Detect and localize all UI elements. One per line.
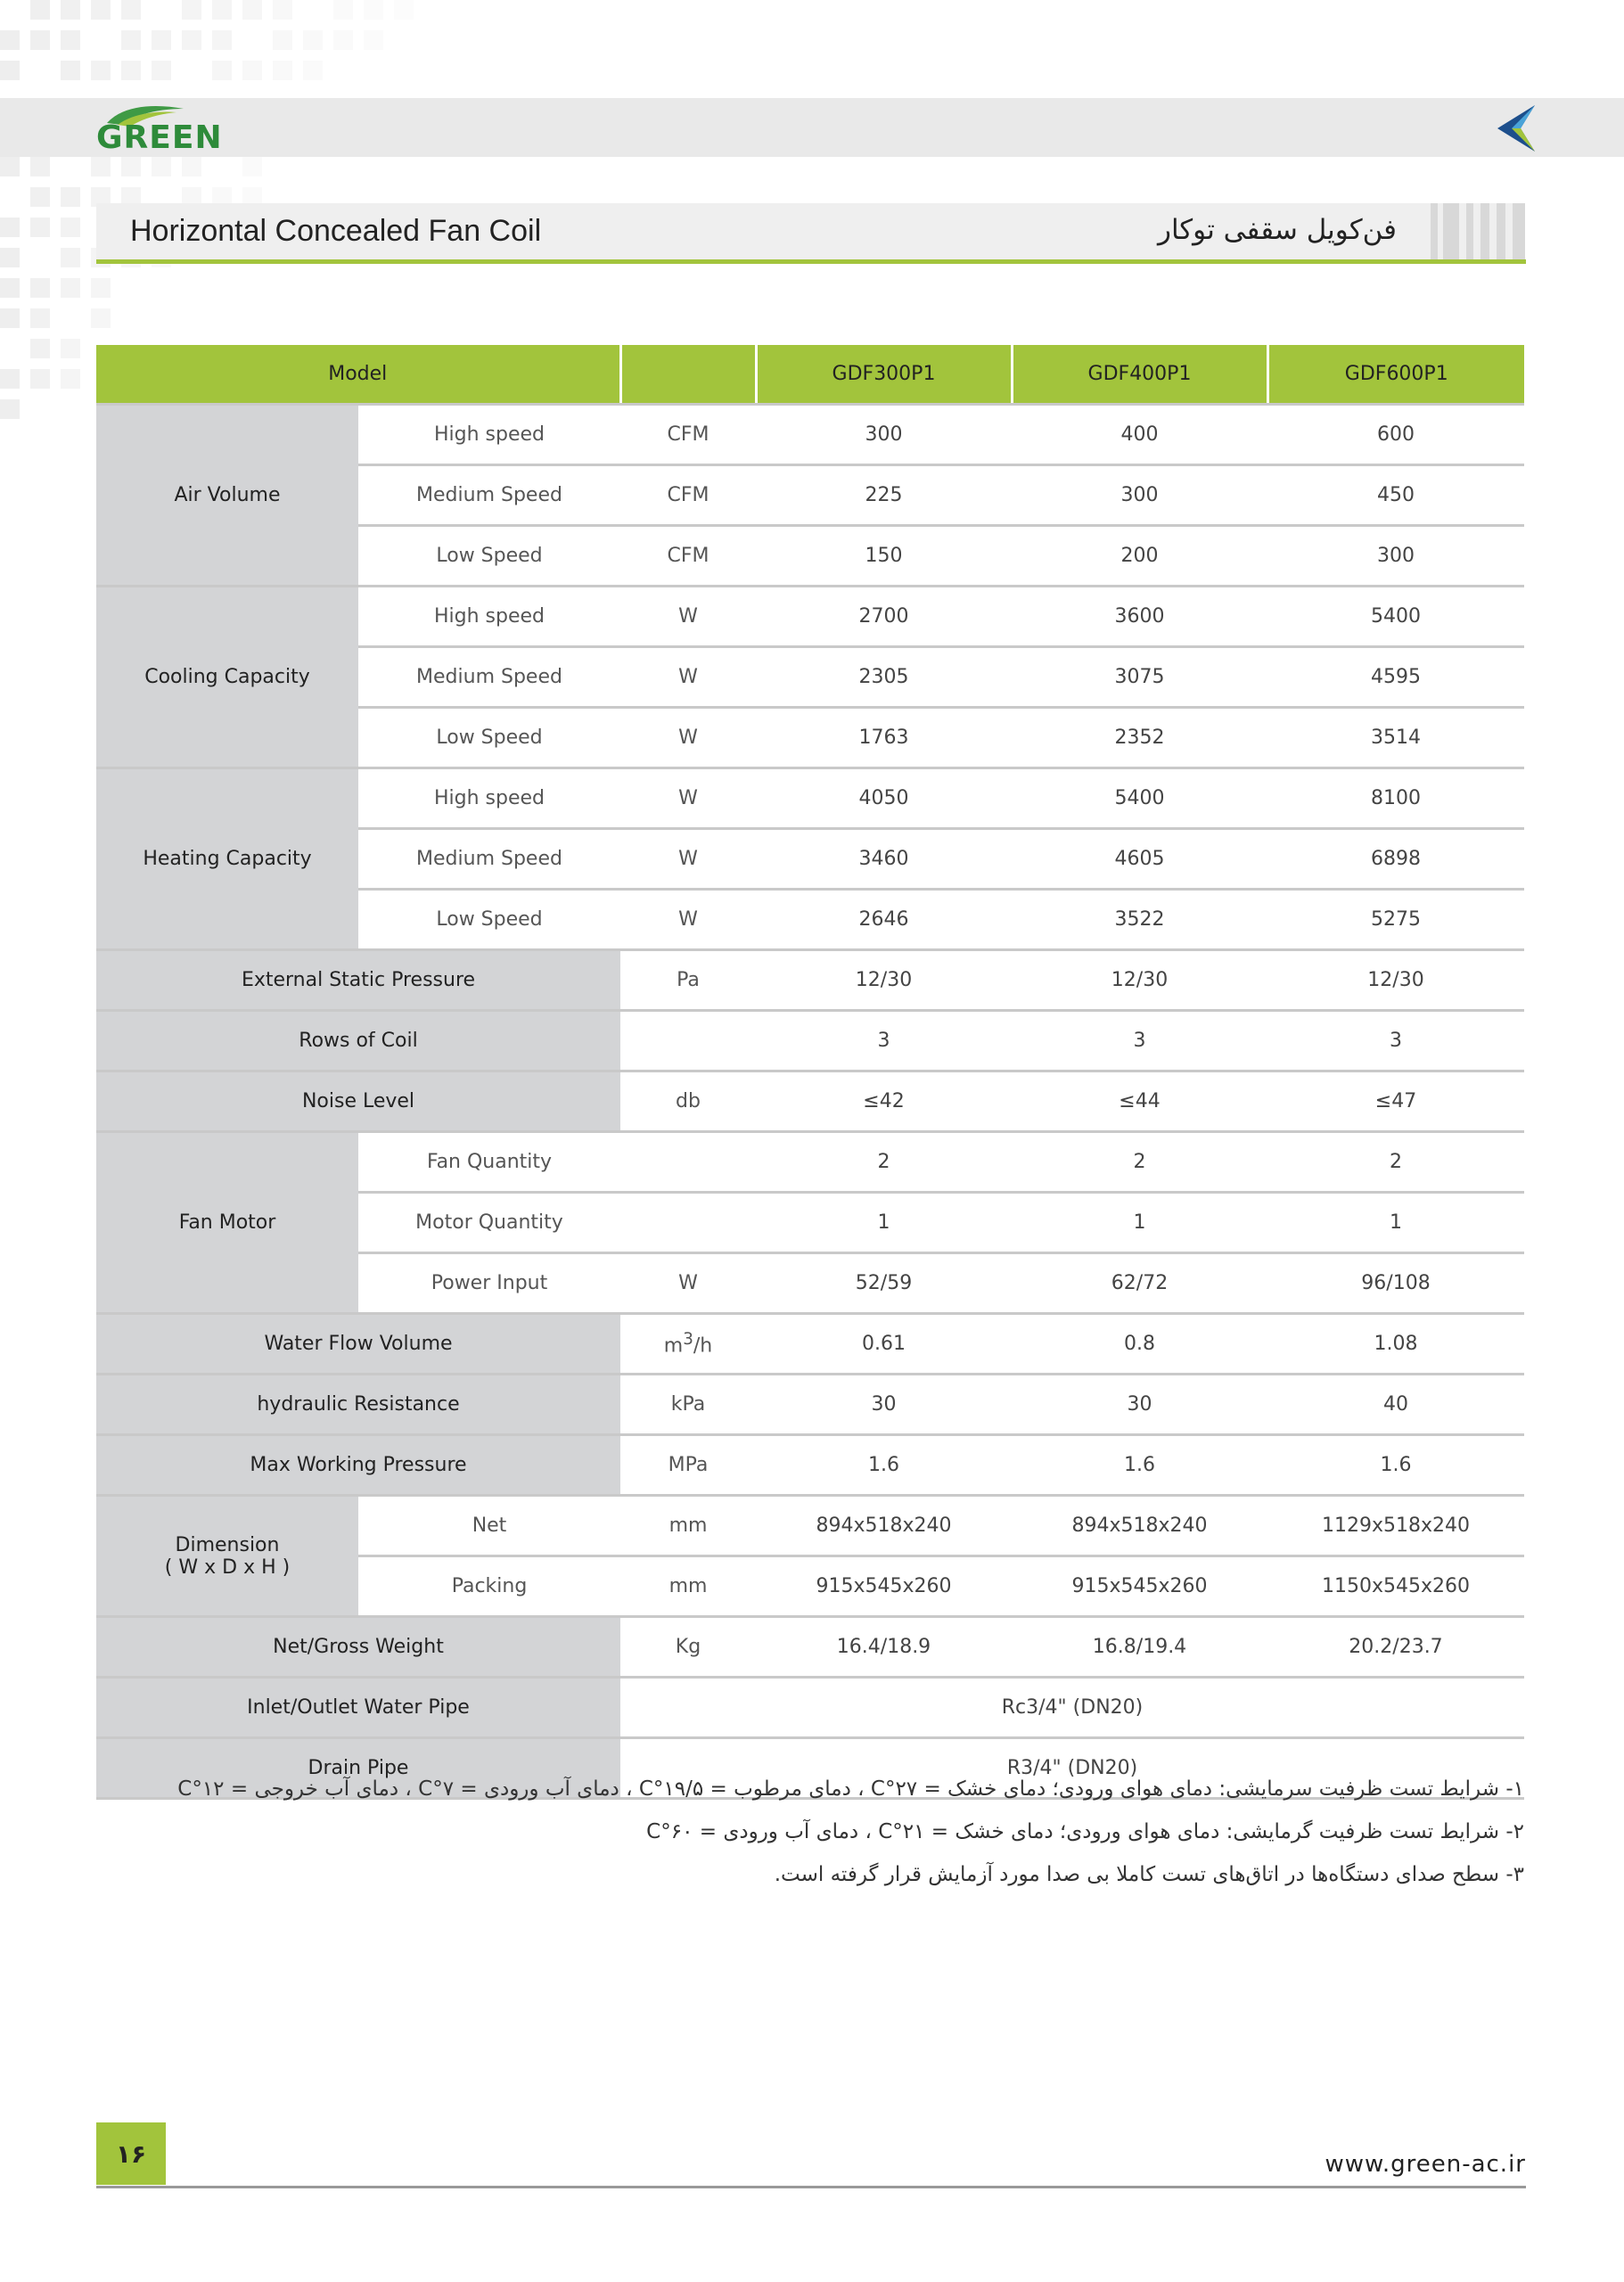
mosaic-tile: [333, 0, 353, 20]
value-cell: 1.6: [756, 1435, 1012, 1496]
value-cell: 1.6: [1267, 1435, 1524, 1496]
value-cell: 0.8: [1012, 1314, 1267, 1375]
mosaic-tile: [61, 339, 80, 358]
mosaic-tile: [61, 248, 80, 267]
group-label-text: Heating Capacity: [143, 848, 312, 870]
table-row: [96, 1375, 1524, 1435]
group-label: [96, 768, 358, 950]
value-cell: 4050: [756, 768, 1012, 829]
row-label: Inlet/Outlet Water Pipe: [96, 1678, 620, 1738]
row-label: Medium Speed: [358, 829, 620, 890]
value-cell: 3514: [1267, 708, 1524, 768]
table-row: [96, 1132, 1524, 1193]
mosaic-tile: [30, 187, 50, 207]
mosaic-tile: [91, 308, 111, 328]
unit-cell: CFM: [620, 465, 756, 526]
value-cell: 2: [1267, 1132, 1524, 1193]
mosaic-tile: [182, 30, 201, 50]
group-label: [96, 1496, 358, 1617]
value-cell: 915x545x260: [756, 1556, 1012, 1617]
table-row: [96, 768, 1524, 829]
value-cell: 4605: [1012, 829, 1267, 890]
mosaic-tile: [152, 61, 171, 80]
value-cell: 16.4/18.9: [756, 1617, 1012, 1678]
mosaic-tile: [182, 157, 201, 176]
value-cell: 1150x545x260: [1267, 1556, 1524, 1617]
value-cell: 4595: [1267, 647, 1524, 708]
value-cell: ≤42: [756, 1071, 1012, 1132]
mosaic-tile: [61, 278, 80, 298]
unit-header: [620, 345, 756, 405]
value-cell: 300: [1012, 465, 1267, 526]
mosaic-tile: [61, 218, 80, 237]
mosaic-tile: [0, 308, 20, 328]
unit-cell: CFM: [620, 405, 756, 465]
mosaic-tile: [91, 278, 111, 298]
mosaic-tile: [0, 278, 20, 298]
note-item: ۱- شرایط تست ظرفیت سرمایشی: دمای هوای ورودی؛ دمای خشک = ۲۷°C ، دمای مرطوب = ۱۹/۵°C ، دمای آب ورودی = ۷°C ، دمای آب خروجی = ۱۲°C: [177, 1777, 1524, 1801]
mosaic-tile: [303, 30, 323, 50]
mosaic-tile: [152, 30, 171, 50]
value-cell: 30: [756, 1375, 1012, 1435]
value-cell: 150: [756, 526, 1012, 587]
value-cell: 3522: [1012, 890, 1267, 950]
value-cell: 0.61: [756, 1314, 1012, 1375]
value-cell: 16.8/19.4: [1012, 1617, 1267, 1678]
row-label: Max Working Pressure: [96, 1435, 620, 1496]
value-cell: 30: [1012, 1375, 1267, 1435]
value-cell: 40: [1267, 1375, 1524, 1435]
page-number: ۱۶: [96, 2122, 166, 2185]
value-cell: 2646: [756, 890, 1012, 950]
row-label: Medium Speed: [358, 465, 620, 526]
brand-arrow-icon: [1494, 103, 1538, 153]
top-bar: [0, 98, 1624, 157]
row-label: Packing: [358, 1556, 620, 1617]
mosaic-tile: [121, 30, 141, 50]
table-row: [96, 1011, 1524, 1071]
value-cell: 96/108: [1267, 1253, 1524, 1314]
value-cell: 62/72: [1012, 1253, 1267, 1314]
mosaic-tile: [212, 0, 232, 20]
unit-tail: /h: [693, 1334, 713, 1358]
row-label: Power Input: [358, 1253, 620, 1314]
unit-cell: mm: [620, 1556, 756, 1617]
mosaic-tile: [61, 369, 80, 389]
group-label: [96, 405, 358, 587]
value-cell: 915x545x260: [1012, 1556, 1267, 1617]
mosaic-tile: [30, 218, 50, 237]
table-row: [96, 587, 1524, 647]
page-title-en: Horizontal Concealed Fan Coil: [130, 214, 542, 248]
value-cell: 3: [756, 1011, 1012, 1071]
mosaic-tile: [30, 0, 50, 20]
mosaic-tile: [212, 30, 232, 50]
value-cell: 2700: [756, 587, 1012, 647]
row-label: High speed: [358, 768, 620, 829]
row-label: hydraulic Resistance: [96, 1375, 620, 1435]
value-cell: 3: [1012, 1011, 1267, 1071]
mosaic-tile: [121, 157, 141, 176]
mosaic-tile: [394, 0, 414, 20]
value-cell: 12/30: [1267, 950, 1524, 1011]
value-cell: 3460: [756, 829, 1012, 890]
page-title-fa: فن‌کویل سقفی توکار: [1158, 214, 1397, 246]
value-cell: 5275: [1267, 890, 1524, 950]
row-label: Noise Level: [96, 1071, 620, 1132]
unit-cell: db: [620, 1071, 756, 1132]
row-label: External Static Pressure: [96, 950, 620, 1011]
unit-cell: MPa: [620, 1435, 756, 1496]
mosaic-tile: [212, 61, 232, 80]
mosaic-tile: [242, 157, 262, 176]
value-cell: 225: [756, 465, 1012, 526]
value-cell: 1763: [756, 708, 1012, 768]
mosaic-tile: [303, 61, 323, 80]
unit-cell: [620, 1314, 756, 1375]
value-cell: 894x518x240: [1012, 1496, 1267, 1556]
row-label: Medium Speed: [358, 647, 620, 708]
mosaic-tile: [152, 157, 171, 176]
unit-cell: [620, 1132, 756, 1193]
unit-sup: 3: [683, 1330, 693, 1350]
value-cell: 450: [1267, 465, 1524, 526]
row-label: Water Flow Volume: [96, 1314, 620, 1375]
value-cell: 1.08: [1267, 1314, 1524, 1375]
model-name: GDF400P1: [1012, 345, 1267, 405]
mosaic-tile: [0, 399, 20, 419]
mosaic-tile: [61, 30, 80, 50]
mosaic-tile: [61, 187, 80, 207]
value-cell: 400: [1012, 405, 1267, 465]
unit-cell: W: [620, 1253, 756, 1314]
value-cell: 300: [1267, 526, 1524, 587]
value-cell: ≤44: [1012, 1071, 1267, 1132]
mosaic-tile: [242, 61, 262, 80]
table-row: [96, 1496, 1524, 1556]
mosaic-tile: [242, 0, 262, 20]
row-label: Low Speed: [358, 708, 620, 768]
table-row: [96, 1617, 1524, 1678]
mosaic-tile: [273, 0, 292, 20]
table-row: [96, 1435, 1524, 1496]
note-item: ۲- شرایط تست ظرفیت گرمایشی: دمای هوای ورودی؛ دمای خشک = ۲۱°C ، دمای آب ورودی = ۶۰°C: [646, 1820, 1524, 1843]
mosaic-tile: [121, 0, 141, 20]
mosaic-tile: [30, 369, 50, 389]
note-item: ۳- سطح صدای دستگاه‌ها در اتاق‌های تست کاملا بی صدا مورد آزمایش قرار گرفته است.: [774, 1863, 1524, 1886]
value-cell: 2352: [1012, 708, 1267, 768]
row-label: Rows of Coil: [96, 1011, 620, 1071]
table-header-row: [96, 345, 1524, 405]
row-label: Net: [358, 1496, 620, 1556]
unit-cell: W: [620, 647, 756, 708]
value-cell: 5400: [1012, 768, 1267, 829]
value-cell: 12/30: [1012, 950, 1267, 1011]
value-cell: 1: [1012, 1193, 1267, 1253]
value-cell: Rc3/4" (DN20): [620, 1678, 1524, 1738]
unit-cell: W: [620, 829, 756, 890]
unit-cell: W: [620, 768, 756, 829]
group-label-text: Dimension: [175, 1533, 280, 1556]
value-cell: 6898: [1267, 829, 1524, 890]
value-cell: 2305: [756, 647, 1012, 708]
unit-cell: kPa: [620, 1375, 756, 1435]
unit-cell: W: [620, 708, 756, 768]
value-cell: 1.6: [1012, 1435, 1267, 1496]
mosaic-tile: [121, 61, 141, 80]
group-label-text: Fan Motor: [178, 1211, 276, 1234]
value-cell: 1129x518x240: [1267, 1496, 1524, 1556]
table-row: [96, 950, 1524, 1011]
mosaic-tile: [0, 61, 20, 80]
row-label: Motor Quantity: [358, 1193, 620, 1253]
unit-cell: CFM: [620, 526, 756, 587]
unit-cell: Kg: [620, 1617, 756, 1678]
value-cell: 1: [756, 1193, 1012, 1253]
group-label: [96, 587, 358, 768]
footer-divider: [96, 2186, 1526, 2188]
table-row: [96, 405, 1524, 465]
mosaic-tile: [0, 30, 20, 50]
row-label: High speed: [358, 587, 620, 647]
value-cell: 3600: [1012, 587, 1267, 647]
row-label: Low Speed: [358, 526, 620, 587]
mosaic-tile: [30, 278, 50, 298]
value-cell: 1: [1267, 1193, 1524, 1253]
unit-cell: mm: [620, 1496, 756, 1556]
mosaic-tile: [0, 157, 20, 176]
group-label: [96, 1132, 358, 1314]
mosaic-tile: [0, 218, 20, 237]
mosaic-tile: [364, 30, 383, 50]
model-name: GDF300P1: [756, 345, 1012, 405]
mosaic-tile: [273, 30, 292, 50]
value-cell: ≤47: [1267, 1071, 1524, 1132]
row-label: High speed: [358, 405, 620, 465]
table-row: [96, 1314, 1524, 1375]
mosaic-tile: [30, 339, 50, 358]
value-cell: R3/4" (DN20): [620, 1738, 1524, 1799]
group-label-text: Cooling Capacity: [144, 666, 310, 688]
mosaic-tile: [364, 0, 383, 20]
value-cell: 8100: [1267, 768, 1524, 829]
value-cell: 3: [1267, 1011, 1524, 1071]
row-label: Drain Pipe: [96, 1738, 620, 1799]
value-cell: 20.2/23.7: [1267, 1617, 1524, 1678]
title-underline: [96, 259, 1526, 264]
mosaic-tile: [30, 308, 50, 328]
mosaic-tile: [273, 61, 292, 80]
unit-cell: W: [620, 587, 756, 647]
value-cell: 12/30: [756, 950, 1012, 1011]
value-cell: 2: [1012, 1132, 1267, 1193]
row-label: Fan Quantity: [358, 1132, 620, 1193]
model-name: GDF600P1: [1267, 345, 1524, 405]
spec-table: [96, 345, 1524, 1800]
mosaic-tile: [30, 157, 50, 176]
value-cell: 300: [756, 405, 1012, 465]
value-cell: 200: [1012, 526, 1267, 587]
mosaic-tile: [333, 30, 353, 50]
row-label: Net/Gross Weight: [96, 1617, 620, 1678]
value-cell: 52/59: [756, 1253, 1012, 1314]
mosaic-tile: [61, 0, 80, 20]
mosaic-tile: [0, 369, 20, 389]
group-label-text: Air Volume: [174, 484, 281, 506]
website-url: www.green-ac.ir: [1325, 2151, 1526, 2178]
unit-base: m: [663, 1334, 684, 1358]
unit-cell: [620, 1011, 756, 1071]
value-cell: 600: [1267, 405, 1524, 465]
logo: GREEN: [96, 119, 223, 156]
model-header: Model: [96, 345, 620, 405]
group-label-text: ( W x D x H ): [164, 1556, 291, 1579]
unit-cell: [620, 1193, 756, 1253]
notes: [177, 1768, 1524, 1896]
value-cell: 5400: [1267, 587, 1524, 647]
title-stripes: [1431, 203, 1527, 260]
value-cell: 2: [756, 1132, 1012, 1193]
row-label: Low Speed: [358, 890, 620, 950]
value-cell: 894x518x240: [756, 1496, 1012, 1556]
table-row: [96, 1071, 1524, 1132]
table-row: [96, 1678, 1524, 1738]
mosaic-tile: [30, 30, 50, 50]
unit-cell: W: [620, 890, 756, 950]
mosaic-tile: [61, 61, 80, 80]
unit-cell: Pa: [620, 950, 756, 1011]
mosaic-tile: [0, 248, 20, 267]
mosaic-tile: [91, 157, 111, 176]
mosaic-tile: [182, 0, 201, 20]
value-cell: 3075: [1012, 647, 1267, 708]
mosaic-tile: [91, 0, 111, 20]
mosaic-tile: [91, 61, 111, 80]
